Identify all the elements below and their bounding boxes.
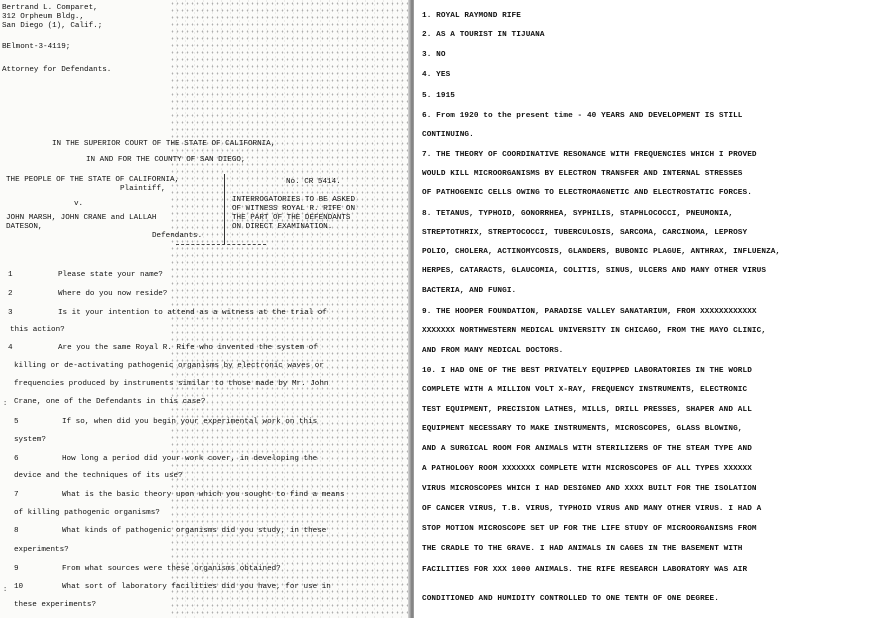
caption-defendants-role: Defendants. — [152, 232, 203, 240]
attorney-city: San Diego (1), Calif.; — [2, 22, 103, 30]
question-number: 5 — [14, 418, 19, 426]
answer-line: 4. YES — [422, 71, 451, 79]
answer-line: 8. TETANUS, TYPHOID, GONORRHEA, SYPHILIS, STAPHLOCOCCI, PNEUMONIA, — [422, 210, 734, 218]
court-title: IN THE SUPERIOR COURT OF THE STATE OF CALIFORNIA, — [52, 140, 276, 148]
question-text: experiments? — [14, 546, 69, 554]
margin-mark: : — [3, 400, 8, 408]
question-text: Please state your name? — [58, 271, 163, 279]
interrog-title-1: INTERROGATORIES TO BE ASKED — [232, 196, 356, 204]
margin-mark: : — [3, 586, 8, 594]
case-number: No. CR 5414. — [286, 178, 341, 186]
answer-line: HERPES, CATARACTS, GLAUCOMIA, COLITIS, SINUS, ULCERS AND MANY OTHER VIRUS — [422, 267, 767, 275]
question-text: of killing pathogenic organisms? — [14, 509, 160, 517]
question-number: 1 — [8, 271, 13, 279]
court-county: IN AND FOR THE COUNTY OF SAN DIEGO, — [86, 156, 246, 164]
caption-brace — [224, 174, 228, 244]
answer-line: EQUIPMENT NECESSARY TO MAKE INSTRUMENTS, MICROSCOPES, GLASS BLOWING, — [422, 425, 743, 433]
interrog-title-4: ON DIRECT EXAMINATION. — [232, 223, 333, 231]
answer-line: VIRUS MICROSCOPES WHICH I HAD DESIGNED AND XXXX BUILT FOR THE ISOLATION — [422, 485, 757, 493]
answer-line: THE CRADLE TO THE GRAVE. I HAD ANIMALS IN CAGES IN THE BASEMENT WITH — [422, 545, 743, 553]
answer-line: 1. ROYAL RAYMOND RIFE — [422, 12, 521, 20]
answer-line: 3. NO — [422, 51, 446, 59]
question-text: From what sources were these organisms obtained? — [62, 565, 281, 573]
question-text: What kinds of pathogenic organisms did you study, in these — [62, 527, 327, 535]
question-number: 8 — [14, 527, 19, 535]
answer-line: 7. THE THEORY OF COORDINATIVE RESONANCE WITH FREQUENCIES WHICH I PROVED — [422, 151, 757, 159]
question-text: this action? — [10, 326, 65, 334]
answer-line: XXXXXXX NORTHWESTERN MEDICAL UNIVERSITY IN CHICAGO, FROM THE MAYO CLINIC, — [422, 327, 767, 335]
question-text: device and the techniques of its use? — [14, 472, 183, 480]
question-text: If so, when did you begin your experimental work on this — [62, 418, 318, 426]
question-text: What sort of laboratory facilities did you have, for use in — [62, 583, 331, 591]
caption-defendants-cont: DATESON, — [6, 223, 43, 231]
caption-plaintiff-role: Plaintiff, — [120, 185, 166, 193]
question-text: Where do you now reside? — [58, 290, 168, 298]
answer-line: POLIO, CHOLERA, ACTINOMYCOSIS, GLANDERS, BUBONIC PLAGUE, ANTHRAX, INFLUENZA, — [422, 248, 781, 256]
answer-line: TEST EQUIPMENT, PRECISION LATHES, MILLS, DRILL PRESSES, SHAPER AND ALL — [422, 406, 752, 414]
question-number: 4 — [8, 344, 13, 352]
answer-line: BACTERIA, AND FUNGI. — [422, 287, 517, 295]
question-text: Is it your intention to attend as a witness at the trial of — [58, 309, 327, 317]
answer-line: CONTINUING. — [422, 131, 474, 139]
answer-line: 6. From 1920 to the present time - 40 YEARS AND DEVELOPMENT IS STILL — [422, 112, 743, 120]
answer-line: STREPTOTHRIX, STREPTOCOCCI, TUBERCULOSIS, SARCOMA, CARCINOMA, LEPROSY — [422, 229, 748, 237]
answer-line: A PATHOLOGY ROOM XXXXXXX COMPLETE WITH MICROSCOPES OF ALL TYPES XXXXXX — [422, 465, 752, 473]
answer-line: OF CANCER VIRUS, T.B. VIRUS, TYPHOID VIRUS AND MANY OTHER VIRUS. I HAD A — [422, 505, 762, 513]
right-page-answers — [414, 0, 880, 618]
question-number: 10 — [14, 583, 24, 591]
answer-line: 5. 1915 — [422, 92, 455, 100]
question-text: Crane, one of the Defendants in this case? — [14, 398, 206, 406]
left-page-interrogatories — [0, 0, 412, 618]
attorney-phone: BElmont-3-4119; — [2, 43, 71, 51]
answer-line: 9. THE HOOPER FOUNDATION, PARADISE VALLEY SANATARIUM, FROM XXXXXXXXXXXX — [422, 308, 757, 316]
answer-line: FACILITIES FOR XXX 1000 ANIMALS. THE RIFE RESEARCH LABORATORY WAS AIR — [422, 566, 748, 574]
answer-line: OF PATHOGENIC CELLS OWING TO ELECTROMAGNETIC AND ELECTROSTATIC FORCES. — [422, 189, 752, 197]
question-number: 6 — [14, 455, 19, 463]
question-number: 2 — [8, 290, 13, 298]
question-number: 9 — [14, 565, 19, 573]
question-text: these experiments? — [14, 601, 97, 609]
answer-line: COMPLETE WITH A MILLION VOLT X-RAY, FREQUENCY INSTRUMENTS, ELECTRONIC — [422, 386, 748, 394]
question-text: How long a period did your work cover, in developing the — [62, 455, 318, 463]
question-text: What is the basic theory upon which you sought to find a means — [62, 491, 345, 499]
question-text: frequencies produced by instruments similar to those made by Mr. John — [14, 380, 329, 388]
attorney-role: Attorney for Defendants. — [2, 66, 112, 74]
interrog-title-3: THE PART OF THE DEFENDANTS — [232, 214, 351, 222]
answer-line: CONDITIONED AND HUMIDITY CONTROLLED TO ONE TENTH OF ONE DEGREE. — [422, 595, 719, 603]
caption-defendants: JOHN MARSH, JOHN CRANE and LALLAH — [6, 214, 157, 222]
question-number: 7 — [14, 491, 19, 499]
question-text: killing or de-activating pathogenic organisms by electronic waves or — [14, 362, 324, 370]
caption-rule — [176, 244, 266, 246]
question-text: Are you the same Royal R. Rife who invented the system of — [58, 344, 318, 352]
question-text: system? — [14, 436, 46, 444]
answer-line: 10. I HAD ONE OF THE BEST PRIVATELY EQUIPPED LABORATORIES IN THE WORLD — [422, 367, 752, 375]
question-number: 3 — [8, 309, 13, 317]
answer-line: AND A SURGICAL ROOM FOR ANIMALS WITH STERILIZERS OF THE STEAM TYPE AND — [422, 445, 752, 453]
answer-line: 2. AS A TOURIST IN TIJUANA — [422, 31, 545, 39]
answer-line: AND FROM MANY MEDICAL DOCTORS. — [422, 347, 564, 355]
attorney-address: 312 Orpheum Bldg., — [2, 13, 85, 21]
caption-plaintiff: THE PEOPLE OF THE STATE OF CALIFORNIA, — [6, 176, 180, 184]
attorney-name: Bertrand L. Comparet, — [2, 4, 98, 12]
caption-vs: v. — [74, 200, 84, 208]
answer-line: WOULD KILL MICROORGANISMS BY ELECTRON TRANSFER AND INTERNAL STRESSES — [422, 170, 743, 178]
answer-line: STOP MOTION MICROSCOPE SET UP FOR THE LIFE STUDY OF MICROORGANISMS FROM — [422, 525, 757, 533]
interrog-title-2: OF WITNESS ROYAL R. RIFE ON — [232, 205, 356, 213]
